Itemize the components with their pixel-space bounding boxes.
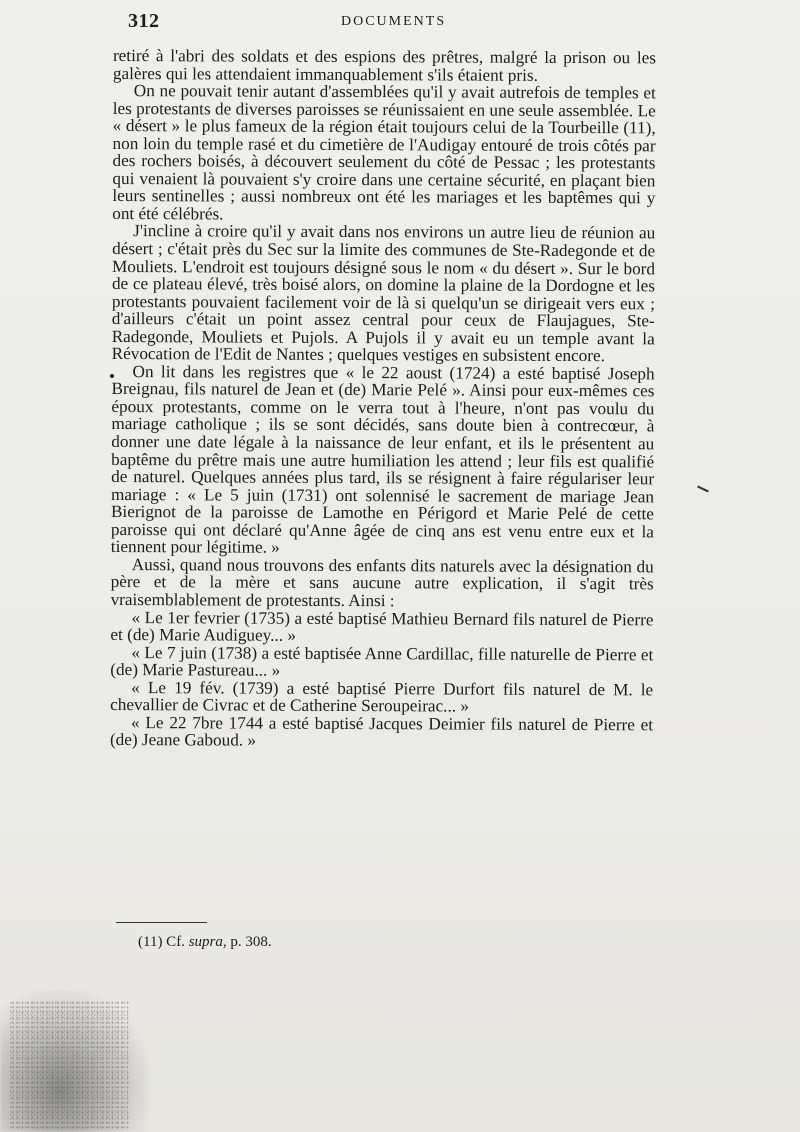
paragraph-registers: On lit dans les registres que « le 22 aoust (1724) a esté baptisé Joseph Breignau, fils naturel de Jean et (de) Marie Pelé ». Ainsi pour eux-mêmes ces époux protestants, comme on le verra tout à l'heure, n'ont pas voulu du mariage catholique ; ils se sont décidés, sans doute bien à contrecœur, à donner une date légale à la naissance de leur enfant, et ils le présentent au baptême du prêtre mais une autre humiliation les attend ; leur fils est qualifié de naturel. Quelques années plus tard, ils se résignent à faire régulariser leur mariage : « Le 5 juin (1731) ont solennisé le sacrement de mariage Jean Bierignot de la paroisse de Lamothe en Périgord et Marie Pelé de cette paroisse qui ont déclaré qu'Anne âgée de cinq ans est venu entre eux et la tiennent pour légitime. »: [110, 361, 655, 558]
body-text: [110, 47, 656, 751]
footnote-italic: supra,: [188, 934, 227, 950]
footnote-suffix: p. 308.: [230, 934, 272, 950]
margin-dot-mark: [110, 374, 114, 378]
scan-noise: [10, 1000, 130, 1130]
paragraph-natural-children: Aussi, quand nous trouvons des enfants dits naturels avec la désignation du père et de la mère et sans aucune autre explication, il s'agit très vraisemblablement de protestants. Ainsi :: [110, 554, 654, 611]
quote-cardillac: « Le 7 juin (1738) a esté baptisée Anne Cardillac, fille naturelle de Pierre et (de) Marie Pastureau... »: [110, 642, 654, 680]
footnote: [138, 934, 272, 951]
quote-deimier: « Le 22 7bre 1744 a esté baptisé Jacques Deimier fils naturel de Pierre et (de) Jeane Gaboud. »: [109, 712, 654, 750]
page-number: 312: [128, 10, 160, 32]
footnote-divider: [116, 922, 207, 923]
running-head: DOCUMENTS: [341, 14, 447, 29]
quote-durfort: « Le 19 fév. (1739) a esté baptisé Pierre Durfort fils naturel de M. le chevallier de Civrac et de Catherine Seroupeirac... »: [110, 677, 654, 716]
quote-bernard: « Le 1er fevrier (1735) a esté baptisé Mathieu Bernard fils naturel de Pierre et (de) Marie Audiguey... »: [110, 607, 654, 645]
page-header: [128, 10, 654, 34]
paragraph-assemblies: On ne pouvait tenir autant d'assemblées qu'il y avait autrefois de temples et les protestants de diverses paroisses se réunissaient en une seule assemblée. Le « désert » le plus fameux de la région était toujours celui de la Tourbeille (11), non loin du temple rasé et du cimetière de l'Audigay entouré de trois côtés par des rochers boisés, à découvert seulement du côté de Pessac ; les protestants qui venaient là pouvaient s'y croire dans une certaine sécurité, en plaçant bien leurs sentinelles ; aussi nombreux ont été les mariages et les baptêmes qui y ont été célébrés.: [112, 81, 656, 224]
paragraph-desert-location: J'incline à croire qu'il y avait dans nos environs un autre lieu de réunion au désert ; c'était près du Sec sur la limite des communes de Ste-Radegonde et de Mouliets. L'endroit est toujours désigné sous le nom « du désert ». Sur le bord de ce plateau élevé, très boisé alors, on domine la plaine de la Dordogne et les protestants pouvaient facilement voir de là si quelqu'un se dirigeait vers eux ; d'ailleurs c'était un point assez central pour ceux de Flaujagues, Ste-Radegonde, Mouliets et Pujols. A Pujols il y avait eu un temple avant la Révocation de l'Edit de Nantes ; quelques vestiges en subsistent encore.: [111, 221, 656, 366]
paragraph-continuation: retiré à l'abri des soldats et des espions des prêtres, malgré la prison ou les galères qui les attendaient immanquablement s'ils étaient pris.: [112, 46, 656, 85]
margin-tick-mark: [697, 486, 709, 493]
footnote-prefix: (11) Cf.: [138, 934, 185, 950]
